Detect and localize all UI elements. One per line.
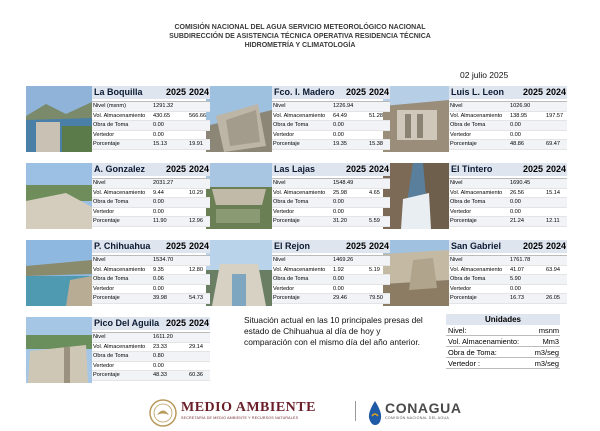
value-2024: 54.73 [189, 295, 203, 302]
row-label: Porcentaje [450, 141, 477, 148]
dam-name: A. Gonzalez [94, 164, 146, 174]
header-line-3: HIDROMETRÍA Y CLIMATOLOGÍA [244, 42, 356, 49]
unit-label: Nivel: [448, 326, 467, 335]
row-label: Porcentaje [273, 295, 300, 302]
value-2025: 0.00 [510, 285, 521, 292]
value-2025: 0.06 [153, 276, 164, 283]
dam-card-header [272, 240, 390, 253]
table-row [272, 131, 390, 141]
value-2025: 31.20 [333, 218, 347, 225]
value-2025: 0.00 [333, 285, 344, 292]
table-row [272, 217, 390, 227]
dam-card [92, 240, 210, 304]
dam-card-header [449, 240, 567, 253]
value-2025: 0.80 [153, 353, 164, 360]
dam-table [92, 255, 210, 304]
year-current: 2025 [523, 241, 544, 251]
medio-ambiente-subtitle: SECRETARÍA DE MEDIO AMBIENTE Y RECURSOS NATURALES [181, 416, 299, 420]
header-line-1: COMISIÓN NACIONAL DEL AGUA SERVICIO METEOROLÓGICO NACIONAL [174, 24, 426, 31]
value-2024: 12.80 [189, 266, 203, 273]
value-2025: 1548.49 [333, 180, 354, 186]
dam-table [449, 255, 567, 304]
value-2025: 0.00 [510, 122, 521, 129]
dam-table [449, 178, 567, 227]
dam-photo-luis-leon [383, 86, 449, 152]
row-label: Vol. Almacenamiento [450, 266, 503, 273]
year-current: 2025 [346, 241, 367, 251]
value-2025: 138.95 [510, 112, 528, 119]
row-label: Vertedor [93, 208, 115, 215]
row-label: Porcentaje [273, 141, 300, 148]
value-2024: 5.59 [369, 218, 380, 225]
dam-card [449, 240, 567, 304]
row-label: Vertedor [93, 131, 115, 138]
value-2025: 48.33 [153, 372, 167, 379]
table-row [272, 140, 390, 150]
table-row [449, 102, 567, 112]
row-label: Obra de Toma [93, 199, 129, 206]
table-row [449, 140, 567, 150]
value-2025: 16.73 [510, 295, 524, 302]
row-label: Vol. Almacenamiento [93, 266, 146, 273]
dam-photo-p-chihuahua [26, 240, 92, 306]
year-previous: 2024 [189, 87, 210, 97]
year-current: 2025 [166, 241, 187, 251]
dam-card-header [272, 163, 390, 176]
table-row [449, 256, 567, 266]
unit-label: Obra de Toma: [448, 348, 497, 357]
dam-table [92, 332, 210, 381]
table-row [272, 189, 390, 199]
value-2025: 1469.26 [333, 257, 354, 263]
dam-card-header [92, 240, 210, 253]
value-2025: 0.00 [153, 285, 164, 292]
value-2025: 23.33 [153, 343, 167, 350]
row-label: Vol. Almacenamiento [93, 343, 146, 350]
value-2025: 26.56 [510, 189, 524, 196]
value-2024: 63.94 [546, 266, 560, 273]
unit-value: Mm3 [542, 337, 559, 346]
row-label: Vertedor [273, 285, 295, 292]
table-row [92, 102, 210, 112]
value-2025: 0.00 [153, 208, 164, 215]
table-row [449, 294, 567, 304]
dam-photo-las-lajas [206, 163, 272, 229]
dam-card [272, 240, 390, 304]
value-2025: 0.00 [333, 122, 344, 129]
value-2024: 12.96 [189, 218, 203, 225]
table-row [449, 275, 567, 285]
row-label: Nivel [93, 180, 106, 186]
year-previous: 2024 [546, 164, 567, 174]
row-label: Obra de Toma [450, 122, 486, 129]
eagle-seal-icon [148, 397, 178, 429]
value-2025: 1226.94 [333, 103, 354, 109]
water-drop-icon [366, 397, 384, 429]
dam-photo-fco-madero [206, 86, 272, 152]
value-2025: 0.00 [510, 131, 521, 138]
header-line-2: SUBDIRECCIÓN DE ASISTENCIA TÉCNICA OPERATIVA RESIDENCIA TÉCNICA [169, 33, 431, 40]
value-2025: 1690.45 [510, 180, 531, 186]
value-2025: 29.46 [333, 295, 347, 302]
dam-card-header [92, 317, 210, 330]
table-row [272, 285, 390, 295]
value-2025: 21.24 [510, 218, 524, 225]
logo-divider [355, 401, 356, 421]
report-date: 02 julio 2025 [460, 70, 509, 80]
value-2025: 1026.90 [510, 103, 531, 109]
value-2024: 5.19 [369, 266, 380, 273]
dam-name: Fco. I. Madero [274, 87, 335, 97]
table-row [92, 112, 210, 122]
units-row [446, 325, 560, 336]
row-label: Vertedor [450, 208, 472, 215]
dam-card [449, 86, 567, 150]
dam-card-header [92, 163, 210, 176]
table-row [272, 275, 390, 285]
year-current: 2025 [523, 87, 544, 97]
units-row [446, 347, 560, 358]
year-current: 2025 [166, 318, 187, 328]
row-label: Porcentaje [93, 141, 120, 148]
unit-value: m3/seg [534, 348, 559, 357]
table-row [92, 266, 210, 276]
year-previous: 2024 [369, 87, 390, 97]
table-row [272, 208, 390, 218]
dam-table [272, 255, 390, 304]
value-2025: 1291.32 [153, 103, 174, 109]
table-row [449, 189, 567, 199]
dam-name: San Gabriel [451, 241, 502, 251]
unit-label: Vertedor : [448, 359, 481, 368]
table-row [92, 352, 210, 362]
row-label: Obra de Toma [450, 276, 486, 283]
dam-photo-san-gabriel [383, 240, 449, 306]
row-label: Porcentaje [93, 295, 120, 302]
table-row [449, 179, 567, 189]
value-2025: 19.35 [333, 141, 347, 148]
table-row [272, 256, 390, 266]
table-row [272, 294, 390, 304]
table-row [92, 256, 210, 266]
row-label: Porcentaje [450, 218, 477, 225]
value-2025: 25.98 [333, 189, 347, 196]
table-row [92, 198, 210, 208]
value-2025: 430.65 [153, 112, 171, 119]
year-current: 2025 [166, 87, 187, 97]
table-row [92, 121, 210, 131]
row-label: Vol. Almacenamiento [450, 112, 503, 119]
row-label: Obra de Toma [93, 122, 129, 129]
value-2024: 10.29 [189, 189, 203, 196]
value-2025: 0.00 [333, 131, 344, 138]
dam-photo-a-gonzalez [26, 163, 92, 229]
dam-card [92, 163, 210, 227]
value-2025: 1611.20 [153, 334, 173, 340]
year-previous: 2024 [189, 164, 210, 174]
table-row [92, 140, 210, 150]
row-label: Nivel [450, 180, 463, 186]
conagua-subtitle: COMISIÓN NACIONAL DEL AGUA [385, 416, 450, 420]
row-label: Vol. Almacenamiento [93, 112, 146, 119]
row-label: Vol. Almacenamiento [273, 112, 326, 119]
row-label: Vertedor [450, 285, 472, 292]
row-label: Vol. Almacenamiento [273, 189, 326, 196]
value-2025: 1534.70 [153, 257, 174, 263]
value-2024: 79.50 [369, 295, 383, 302]
row-label: Nivel [93, 334, 106, 340]
value-2025: 1.92 [333, 266, 344, 273]
table-row [92, 294, 210, 304]
table-row [449, 217, 567, 227]
value-2024: 15.14 [546, 189, 560, 196]
table-row [449, 121, 567, 131]
dam-name: Pico Del Aguila [94, 318, 160, 328]
value-2025: 2031.27 [153, 180, 174, 186]
value-2025: 9.44 [153, 189, 164, 196]
value-2024: 29.14 [189, 343, 203, 350]
table-row [272, 198, 390, 208]
year-previous: 2024 [189, 318, 210, 328]
dam-photo-pico-del-aguila [26, 317, 92, 383]
value-2025: 0.00 [153, 122, 164, 129]
dam-table [272, 178, 390, 227]
dam-card-header [272, 86, 390, 99]
table-row [92, 333, 210, 343]
row-label: Obra de Toma [273, 199, 309, 206]
dam-card [92, 86, 210, 150]
table-row [92, 343, 210, 353]
table-row [272, 121, 390, 131]
conagua-logo-text: CONAGUA [385, 400, 462, 416]
year-current: 2025 [346, 87, 367, 97]
table-row [92, 208, 210, 218]
unit-value: m3/seg [534, 359, 559, 368]
table-row [449, 112, 567, 122]
dam-table [449, 101, 567, 150]
value-2025: 0.00 [333, 199, 344, 206]
table-row [92, 131, 210, 141]
value-2025: 15.13 [153, 141, 167, 148]
value-2025: 1761.78 [510, 257, 531, 263]
value-2025: 39.98 [153, 295, 167, 302]
row-label: Nivel [450, 257, 463, 263]
row-label: Porcentaje [93, 372, 120, 379]
dam-photo-el-rejon [206, 240, 272, 306]
row-label: Obra de Toma [273, 122, 309, 129]
value-2025: 5.90 [510, 276, 521, 283]
value-2024: 26.05 [546, 295, 560, 302]
value-2025: 0.00 [510, 199, 521, 206]
row-label: Obra de Toma [93, 276, 129, 283]
table-row [449, 131, 567, 141]
value-2025: 64.49 [333, 112, 347, 119]
table-row [449, 198, 567, 208]
value-2025: 9.35 [153, 266, 164, 273]
dam-table [92, 178, 210, 227]
value-2025: 0.00 [153, 199, 164, 206]
row-label: Vertedor [450, 131, 472, 138]
value-2025: 48.86 [510, 141, 524, 148]
table-row [449, 208, 567, 218]
row-label: Obra de Toma [273, 276, 309, 283]
row-label: Nivel [273, 257, 286, 263]
dam-photo-el-tintero [383, 163, 449, 229]
medio-ambiente-logo-text: MEDIO AMBIENTE [181, 400, 316, 415]
table-row [92, 189, 210, 199]
dam-card [272, 86, 390, 150]
dam-table [92, 101, 210, 150]
dam-name: P. Chihuahua [94, 241, 151, 251]
row-label: Vertedor [273, 208, 295, 215]
summary-note: Situación actual en las 10 principales presas del estado de Chihuahua al día de hoy y comparación con el mismo día del año anterior. [244, 315, 423, 347]
dam-card [449, 163, 567, 227]
value-2024: 197.57 [546, 112, 564, 119]
units-box [446, 314, 560, 369]
row-label: Porcentaje [273, 218, 300, 225]
unit-value: msnm [538, 326, 559, 335]
units-title: Unidades [446, 314, 560, 325]
value-2025: 0.00 [153, 131, 164, 138]
value-2024: 69.47 [546, 141, 560, 148]
year-previous: 2024 [546, 87, 567, 97]
row-label: Nivel [450, 103, 463, 109]
table-row [272, 179, 390, 189]
row-label: Vertedor [93, 362, 115, 369]
value-2024: 51.28 [369, 112, 383, 119]
unit-label: Vol. Almacenamiento: [448, 337, 520, 346]
year-current: 2025 [166, 164, 187, 174]
dam-card [92, 317, 210, 381]
table-row [92, 362, 210, 372]
dam-table [272, 101, 390, 150]
year-current: 2025 [523, 164, 544, 174]
year-previous: 2024 [189, 241, 210, 251]
table-row [449, 266, 567, 276]
value-2025: 0.00 [333, 208, 344, 215]
table-row [92, 285, 210, 295]
row-label: Nivel [93, 257, 106, 263]
table-row [92, 275, 210, 285]
row-label: Vertedor [273, 131, 295, 138]
dam-photo-la-boquilla [26, 86, 92, 152]
units-row [446, 336, 560, 347]
dam-name: Luis L. Leon [451, 87, 504, 97]
value-2024: 566.66 [189, 112, 207, 119]
row-label: Nivel [273, 103, 286, 109]
dam-name: El Tintero [451, 164, 493, 174]
dam-name: El Rejon [274, 241, 311, 251]
units-row [446, 358, 560, 369]
row-label: Vol. Almacenamiento [450, 189, 503, 196]
dam-card [272, 163, 390, 227]
table-row [92, 179, 210, 189]
year-previous: 2024 [369, 241, 390, 251]
table-row [92, 371, 210, 381]
row-label: Nivel (msnm) [93, 103, 126, 109]
row-label: Vertedor [93, 285, 115, 292]
year-previous: 2024 [546, 241, 567, 251]
value-2025: 0.00 [153, 362, 164, 369]
value-2024: 19.91 [189, 141, 203, 148]
dam-name: Las Lajas [274, 164, 316, 174]
value-2024: 12.11 [546, 218, 560, 225]
table-row [272, 102, 390, 112]
dam-name: La Boquilla [94, 87, 143, 97]
value-2025: 0.00 [333, 276, 344, 283]
value-2024: 60.36 [189, 372, 203, 379]
row-label: Vol. Almacenamiento [273, 266, 326, 273]
row-label: Obra de Toma [450, 199, 486, 206]
table-row [272, 266, 390, 276]
value-2025: 11.90 [153, 218, 167, 225]
table-row [92, 217, 210, 227]
dam-card-header [449, 86, 567, 99]
row-label: Porcentaje [93, 218, 120, 225]
value-2025: 0.00 [510, 208, 521, 215]
dam-card-header [92, 86, 210, 99]
row-label: Nivel [273, 180, 286, 186]
year-current: 2025 [346, 164, 367, 174]
row-label: Vol. Almacenamiento [93, 189, 146, 196]
year-previous: 2024 [369, 164, 390, 174]
value-2024: 4.65 [369, 189, 380, 196]
row-label: Porcentaje [450, 295, 477, 302]
table-row [272, 112, 390, 122]
row-label: Obra de Toma [93, 353, 129, 360]
table-row [449, 285, 567, 295]
dam-card-header [449, 163, 567, 176]
value-2024: 15.38 [369, 141, 383, 148]
value-2025: 41.07 [510, 266, 524, 273]
